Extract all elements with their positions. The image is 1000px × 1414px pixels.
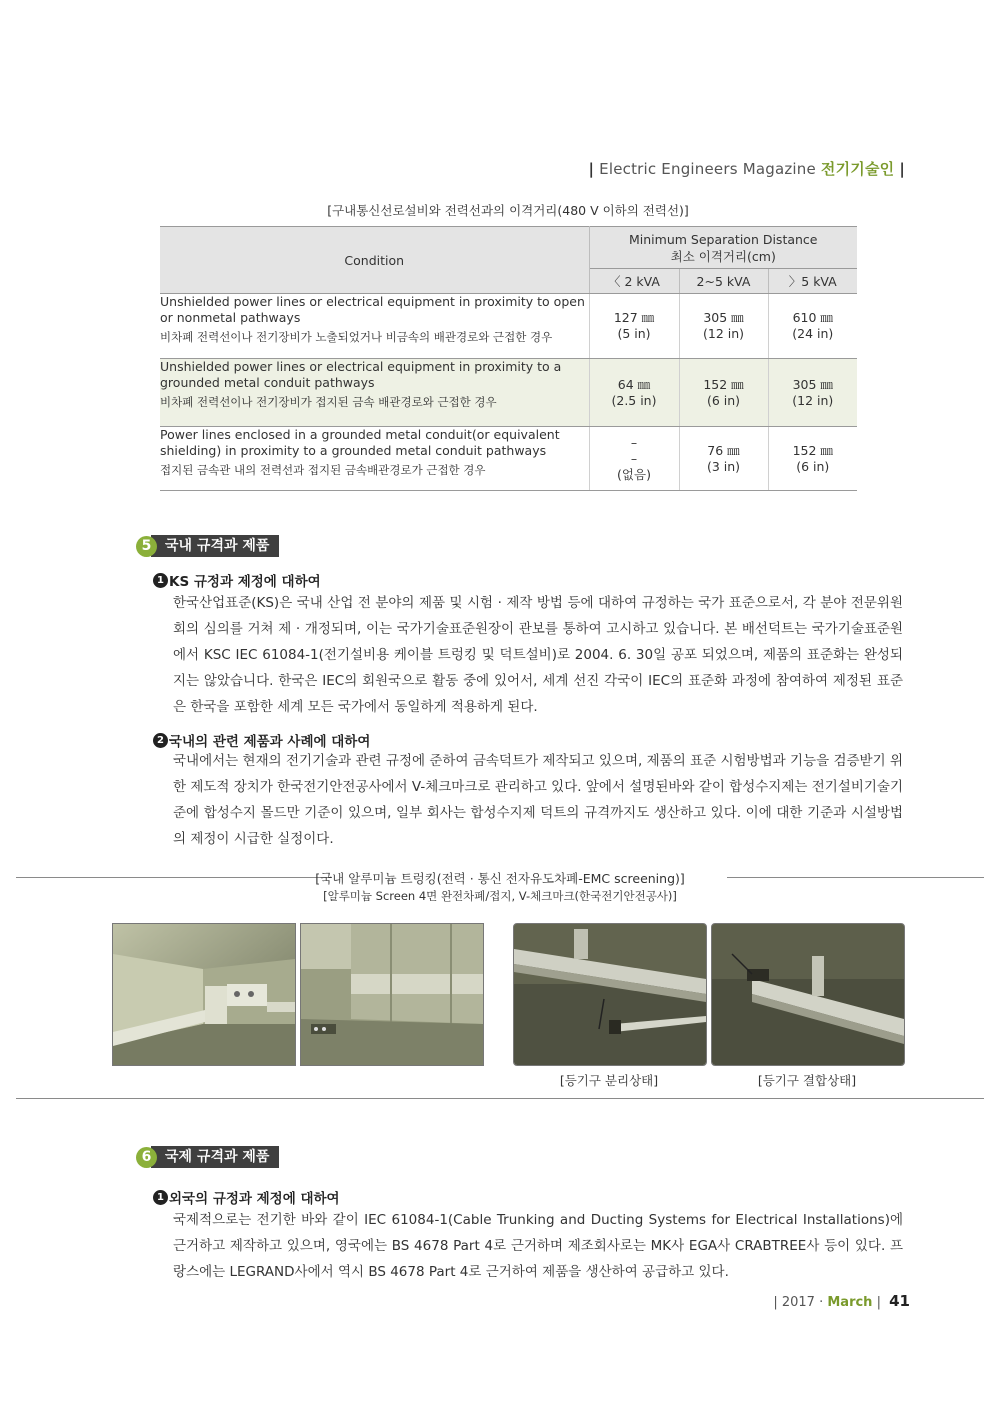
separation-table xyxy=(160,226,857,491)
footer-year: 2017 xyxy=(781,1295,815,1310)
trunking-photo-wall xyxy=(112,923,296,1066)
photo-subcaption: [알루미늄 Screen 4면 완전차폐/접지, V-체크마크(한국전기안전공사)] xyxy=(323,889,677,903)
value-in: (24 in) xyxy=(792,326,834,341)
value-cell xyxy=(589,427,679,491)
value-cell xyxy=(679,294,768,359)
value-mm: 76 ㎜ xyxy=(707,442,740,458)
column-header-min-ko: 최소 이격거리(cm) xyxy=(670,248,776,264)
table-row xyxy=(160,359,857,427)
column-header-min-en: Minimum Separation Distance xyxy=(629,231,818,247)
photo-label-separated: [등기구 분리상태] xyxy=(559,1073,659,1088)
value-dash: – xyxy=(630,434,638,450)
value-in: (2.5 in) xyxy=(611,392,657,408)
value-cell xyxy=(679,427,768,491)
footer-dot: · xyxy=(819,1295,824,1310)
value-mm: 610 ㎜ xyxy=(792,310,833,325)
header-bar-right: | xyxy=(899,160,905,178)
table-row xyxy=(160,294,857,359)
condition-ko: 비차폐 전력선이나 전기장비가 노출되었거나 비금속의 배관경로와 근접한 경우 xyxy=(160,330,553,344)
value-mm: 305 ㎜ xyxy=(703,310,744,325)
number-bullet: 1 xyxy=(153,573,168,588)
magazine-title-ko: 전기기술인 xyxy=(820,160,895,178)
number-bullet: 2 xyxy=(153,733,168,748)
condition-cell xyxy=(160,427,589,491)
value-mm: 127 ㎜ xyxy=(613,310,655,325)
number-bullet: 1 xyxy=(153,1190,168,1205)
table-caption: [구내통신선로설비와 전력선과의 이격거리(480 V 이하의 전력선)] xyxy=(327,203,689,218)
value-none: (없음) xyxy=(617,466,651,482)
value-in: (5 in) xyxy=(617,326,651,341)
column-header-lt2kva: 〈 2 kVA xyxy=(589,269,679,294)
column-header-min-distance xyxy=(589,227,857,269)
section-number-badge: 6 xyxy=(136,1147,157,1168)
table-row xyxy=(160,427,857,491)
column-header-2-5kva: 2~5 kVA xyxy=(679,269,768,294)
value-in: (12 in) xyxy=(702,326,745,341)
condition-cell xyxy=(160,294,589,359)
magazine-header xyxy=(589,158,906,179)
section-title: 국제 규격과 제품 xyxy=(151,1146,279,1168)
luminaire-photo-combined xyxy=(711,923,905,1066)
value-cell xyxy=(768,427,857,491)
subsection-heading xyxy=(153,730,370,750)
value-in: (6 in) xyxy=(706,392,741,408)
footer-month: March xyxy=(827,1295,873,1310)
condition-ko: 비차폐 전력선이나 전기장비가 접지된 금속 배관경로와 근접한 경우 xyxy=(160,395,497,409)
section-5-heading xyxy=(136,535,279,557)
section-6-heading xyxy=(136,1146,279,1168)
photo-caption: [국내 알루미늄 트렁킹(전력 · 통신 전자유도차폐-EMC screening)] xyxy=(315,871,685,886)
magazine-title-en: Electric Engineers Magazine xyxy=(599,160,816,178)
subsection-title: KS 규정과 제정에 대하여 xyxy=(169,574,321,590)
subsection-title: 국내의 관련 제품과 사례에 대하여 xyxy=(169,734,371,750)
luminaire-photo-separated xyxy=(513,923,707,1066)
value-in: (3 in) xyxy=(706,458,741,474)
value-in: (6 in) xyxy=(796,458,830,474)
value-dash: – xyxy=(630,450,638,466)
value-mm: 64 ㎜ xyxy=(617,376,651,392)
value-cell xyxy=(768,359,857,427)
value-cell xyxy=(589,359,679,427)
condition-en: Power lines enclosed in a grounded metal conduit(or equivalent shielding) in proximity to a grounded metal conduit pathways xyxy=(160,427,560,458)
paragraph: 국제적으로는 전기한 바와 같이 IEC 61084-1(Cable Trunking and Ducting Systems for Electrical Installations)에 근거하고 제작하고 있으며, 영국에는 BS 4678 Part 4로 근거하며 제조회사로는 MK사 EGA사 CRABTREE사 등이 있다. 프랑스에는 LEGRAND사에서 역시 BS 4678 Part 4로 근거하여 제품을 생산하여 공급하고 있다. xyxy=(173,1212,903,1280)
footer-bar-right: | xyxy=(876,1295,881,1310)
value-mm: 305 ㎜ xyxy=(792,376,833,392)
header-bar-left: | xyxy=(588,160,595,178)
condition-ko: 접지된 금속관 내의 전력선과 접지된 금속배관경로가 근접한 경우 xyxy=(160,463,486,477)
page-number: 41 xyxy=(889,1292,910,1310)
column-header-gt5kva: 〉5 kVA xyxy=(768,269,857,294)
subsection-title: 외국의 규정과 제정에 대하여 xyxy=(169,1191,340,1207)
value-in: (12 in) xyxy=(792,392,834,408)
section-number-badge: 5 xyxy=(136,536,157,557)
paragraph: 국내에서는 현재의 전기기술과 관련 규정에 준하여 금속덕트가 제작되고 있으며, 제품의 표준 시험방법과 기능을 검증받기 위한 제도적 장치가 한국전기안전공사에서 V-체크마크로 관리하고 있다. 앞에서 설명된바와 같이 합성수지제는 전기설비기술기준에 합성수지 몰드만 기준이 있으며, 일부 회사는 합성수지제 덕트의 규격까지도 생산하고 있다. 이에 대한 기준과 시설방법의 제정이 시급한 실정이다. xyxy=(173,753,903,847)
value-cell xyxy=(679,359,768,427)
paragraph: 한국산업표준(KS)은 국내 산업 전 분야의 제품 및 시험 · 제작 방법 등에 대하여 규정하는 국가 표준으로서, 각 분야 전문위원회의 심의를 거쳐 제 · 개정되며, 이는 국가기술표준원장이 관보를 통하여 고시하고 있습니다. 본 배선덕트는 국가기술표준원에서 KSC IEC 61084-1(전기설비용 케이블 트렁킹 및 덕트설비)로 2004. 6. 30일 공포 되었으며, 제품의 표준화는 완성되지는 않았습니다. 한국은 IEC의 회원국으로 활동 중에 있어서, 세계 선진 각국이 IEC의 표준화 과정에 참여하여 제정된 표준은 한국을 포함한 세계 모든 국가에서 동일하게 적용하게 된다. xyxy=(173,595,903,715)
value-mm: 152 ㎜ xyxy=(703,376,744,392)
condition-cell xyxy=(160,359,589,427)
footer-bar-left: | xyxy=(773,1295,778,1310)
divider xyxy=(16,1098,984,1099)
condition-en: Unshielded power lines or electrical equipment in proximity to open or nonmetal pathways xyxy=(160,294,585,325)
subsection-heading xyxy=(153,1187,340,1207)
condition-en: Unshielded power lines or electrical equipment in proximity to a grounded metal conduit pathways xyxy=(160,359,562,390)
page-footer xyxy=(773,1292,910,1310)
photo-label-combined: [등기구 결합상태] xyxy=(757,1073,857,1088)
value-cell xyxy=(768,294,857,359)
section-title: 국내 규격과 제품 xyxy=(151,535,279,557)
value-cell xyxy=(589,294,679,359)
trunking-photo-room xyxy=(300,923,484,1066)
column-header-condition: Condition xyxy=(160,227,589,294)
subsection-heading xyxy=(153,570,321,590)
value-mm: 152 ㎜ xyxy=(792,442,833,458)
